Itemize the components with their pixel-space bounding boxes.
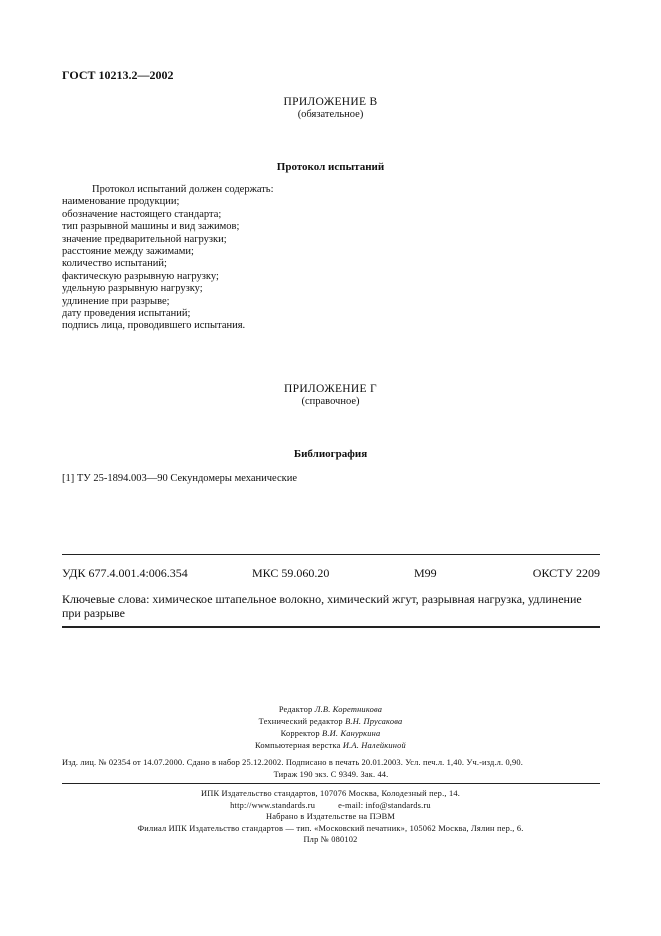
annex-g-title: ПРИЛОЖЕНИЕ Г: [284, 383, 377, 395]
publication-line-1: Изд. лиц. № 02354 от 14.07.2000. Сдано в набор 25.12.2002. Подписано в печать 20.01.2003. Усл. печ.л. 1,40. Уч.-изд.л. 0,90.: [62, 758, 523, 767]
typeset-note: Набрано в Издательстве на ПЭВМ: [265, 812, 396, 822]
printer-info: [0, 788, 661, 846]
udk-code: УДК 677.4.001.4:006.354: [62, 566, 188, 580]
branch-address: Филиал ИПК Издательство стандартов — тип. «Московский печатник», 105062 Москва, Лялин пер., 6.: [137, 823, 524, 833]
list-item: Протокол испытаний должен содержать:: [92, 184, 274, 195]
list-item: дату проведения испытаний;: [62, 308, 191, 320]
tech-editor-line: Технический редактор В.Н. Прусакова: [258, 717, 403, 726]
editor-line: Редактор Л.В. Коретникова: [278, 705, 383, 714]
publisher-address: ИПК Издательство стандартов, 107076 Москва, Колодезный пер., 14.: [200, 789, 461, 798]
list-item: расстояние между зажимами;: [62, 246, 194, 258]
mks-code: МКС 59.060.20: [252, 566, 330, 580]
list-item: тип разрывной машины и вид зажимов;: [62, 221, 240, 233]
plr-number: Плр № 080102: [303, 835, 358, 845]
publication-line-2: Тираж 190 экз. С 9349. Зак. 44.: [273, 770, 389, 779]
category-code: М99: [414, 566, 437, 580]
top-divider: [62, 554, 600, 555]
imprint-divider: [62, 783, 600, 784]
editorial-staff: [0, 704, 661, 752]
tech-editor-name: В.Н. Прусакова: [345, 717, 403, 726]
list-item: наименование продукции;: [62, 196, 180, 208]
annex-g-heading: Библиография: [293, 448, 368, 460]
document-number: ГОСТ 10213.2—2002: [62, 68, 174, 82]
annex-b-status: (обязательное): [297, 109, 364, 120]
layout-line: Компьютерная верстка И.А. Налейкиной: [255, 741, 406, 750]
list-item: обозначение настоящего стандарта;: [62, 208, 222, 220]
list-item: подпись лица, проводившего испытания.: [62, 320, 246, 332]
classification-row: [62, 566, 600, 581]
okstu-code: ОКСТУ 2209: [532, 566, 600, 580]
annex-g-status: (справочное): [301, 396, 360, 407]
web-contacts: http://www.standards.ru e-mail: info@standards.ru: [230, 800, 431, 810]
annex-b-title: ПРИЛОЖЕНИЕ В: [283, 96, 378, 108]
layout-name: И.А. Налейкиной: [342, 741, 406, 750]
list-item: удельную разрывную нагрузку;: [62, 283, 203, 295]
editor-name: Л.В. Коретникова: [314, 705, 383, 714]
bibliography-entry: [1] ТУ 25-1894.003—90 Секундомеры механические: [62, 473, 297, 484]
list-item: количество испытаний;: [62, 258, 167, 270]
corrector-line: Корректор В.И. Кануркина: [280, 729, 381, 738]
list-item: значение предварительной нагрузки;: [62, 233, 227, 245]
publication-details: [62, 757, 600, 781]
bottom-divider: [62, 626, 600, 628]
list-item: удлинение при разрыве;: [62, 295, 170, 307]
corrector-name: В.И. Кануркина: [322, 729, 381, 738]
annex-b-heading: Протокол испытаний: [276, 161, 385, 173]
keywords: Ключевые слова: химическое штапельное волокно, химический жгут, разрывная нагрузка, удлинение при разрыве: [62, 592, 582, 620]
list-item: фактическую разрывную нагрузку;: [62, 270, 219, 282]
protocol-requirements-list: [62, 184, 274, 333]
